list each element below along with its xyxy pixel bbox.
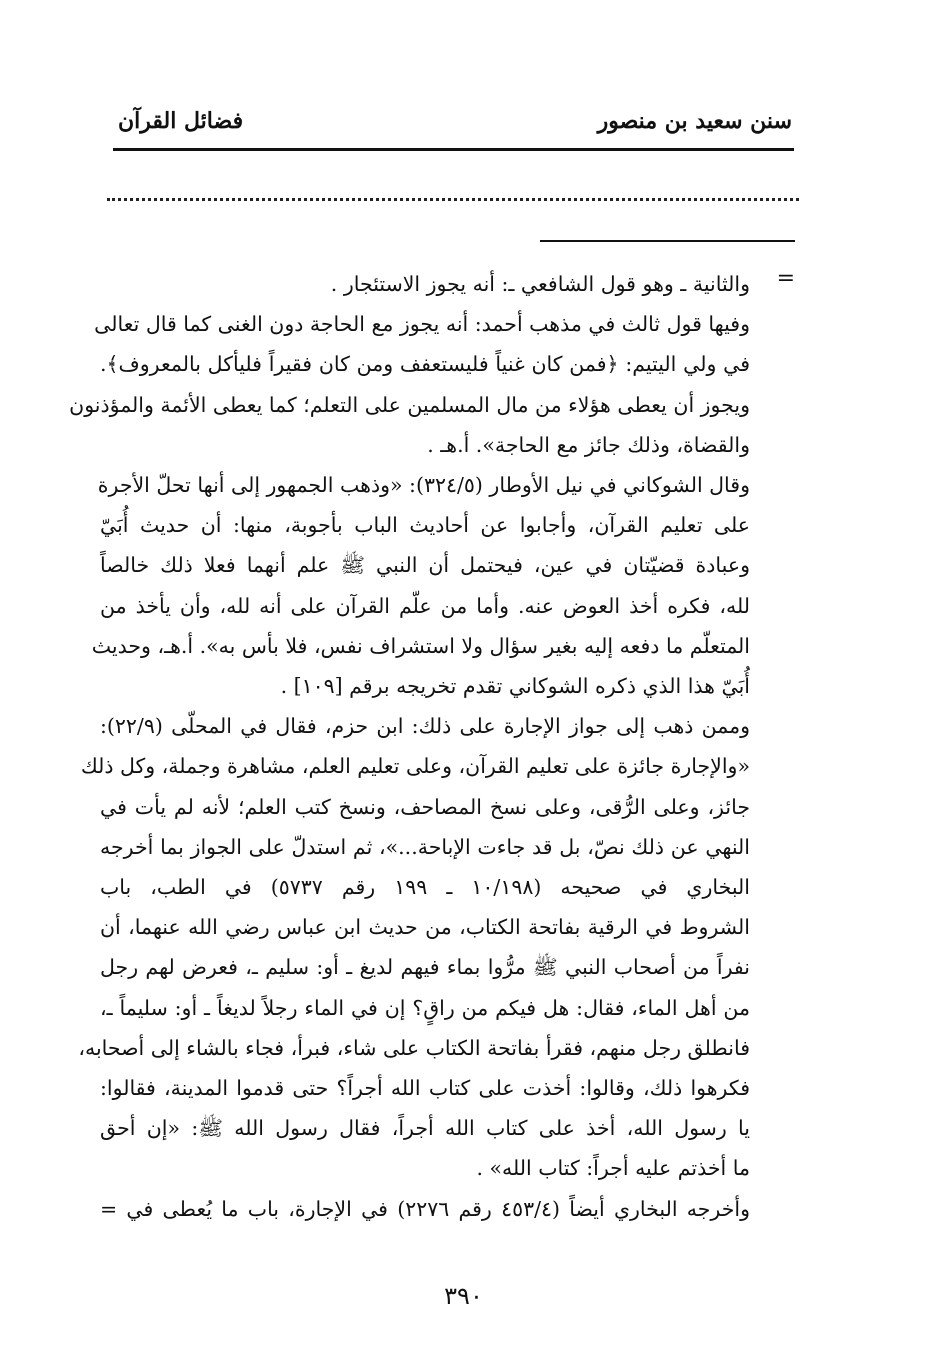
- text-line: «والإجارة جائزة على تعليم القرآن، وعلى تعليم العلم، مشاهرة وجملة، وكل ذلك: [80, 754, 750, 779]
- text-line: الشروط في الرقية بفاتحة الكتاب، من حديث ابن عباس رضي الله عنهما، أن: [100, 915, 750, 940]
- text-line: نفراً من أصحاب النبي ﷺ مرُّوا بماء فيهم لديغ ـ أو: سليم ـ، فعرض لهم رجل: [100, 955, 750, 980]
- text-line: فانطلق رجل منهم، فقرأ بفاتحة الكتاب على شاء، فبرأ، فجاء بالشاء إلى أصحابه،: [78, 1035, 750, 1060]
- text-line: والثانية ـ وهو قول الشافعي ـ: أنه يجوز الاستئجار .: [330, 272, 750, 296]
- text-line: وقال الشوكاني في نيل الأوطار (٣٢٤/٥): «وذهب الجمهور إلى أنها تحلّ الأجرة: [97, 473, 750, 498]
- text-line: أُبَيّ هذا الذي ذكره الشوكاني تقدم تخريجه برقم [١٠٩] .: [280, 674, 750, 699]
- text-line: فكرهوا ذلك، وقالوا: أخذت على كتاب الله أجراً؟ حتى قدموا المدينة، فقالوا:: [100, 1076, 750, 1101]
- footnote-text: [69, 264, 750, 1229]
- book-title: سنن سعيد بن منصور: [597, 108, 792, 134]
- continuation-mark: =: [776, 266, 795, 291]
- footnote-rule: [540, 240, 795, 242]
- header-rule: [113, 148, 794, 151]
- section-title: فضائل القرآن: [118, 108, 244, 134]
- text-line: على تعليم القرآن، وأجابوا عن أحاديث الباب بأجوبة، منها: أن حديث أُبَيّ: [100, 513, 750, 538]
- text-line: من أهل الماء، فقال: هل فيكم من راقٍ؟ إن في الماء رجلاً لديغاً ـ أو: سليماً ـ،: [100, 995, 750, 1020]
- text-line: جائز، وعلى الرُّقى، وعلى نسخ المصاحف، ونسخ كتب العلم؛ لأنه لم يأت في: [100, 794, 750, 819]
- text-line: لله، فكره أخذ العوض عنه. وأما من علّم القرآن على أنه لله، وأن يأخذ من: [100, 593, 750, 618]
- text-line: المتعلّم ما دفعه إليه بغير سؤال ولا استشراف نفس، فلا بأس به». أ.هـ، وحديث: [91, 633, 750, 658]
- text-line: ويجوز أن يعطى هؤلاء من مال المسلمين على التعلم؛ كما يعطى الأئمة والمؤذنون: [69, 392, 750, 417]
- text-line: ما أخذتم عليه أجراً: كتاب الله» .: [476, 1156, 750, 1181]
- text-line: وعبادة قضيّتان في عين، فيحتمل أن النبي ﷺ علم أنهما فعلا ذلك خالصاً: [100, 553, 750, 578]
- text-line: وممن ذهب إلى جواز الإجارة على ذلك: ابن حزم، فقال في المحلّى (٢٢/٩):: [100, 714, 750, 739]
- page-number: ٣٩٠: [444, 1282, 483, 1310]
- text-line: يا رسول الله، أخذ على كتاب الله أجراً، فقال رسول الله ﷺ: «إن أحق: [100, 1116, 750, 1141]
- text-line: في ولي اليتيم: ﴿فمن كان غنياً فليستعفف ومن كان فقيراً فليأكل بالمعروف﴾.: [100, 352, 750, 377]
- text-line: البخاري في صحيحه (١٠/١٩٨ ـ ١٩٩ رقم ٥٧٣٧) في الطب، باب: [100, 875, 750, 900]
- dotted-separator: [107, 198, 799, 201]
- running-head: [118, 103, 792, 139]
- text-line: والقضاة، وذلك جائز مع الحاجة». أ.هـ .: [427, 432, 750, 457]
- text-line: وفيها قول ثالث في مذهب أحمد: أنه يجوز مع الحاجة دون الغنى كما قال تعالى: [94, 312, 750, 337]
- text-line: النهي عن ذلك نصّ، بل قد جاءت الإباحة...»، ثم استدلّ على الجواز بما أخرجه: [100, 834, 750, 859]
- text-line: وأخرجه البخاري أيضاً (٤٥٣/٤ رقم ٢٢٧٦) في الإجارة، باب ما يُعطى في =: [100, 1196, 750, 1221]
